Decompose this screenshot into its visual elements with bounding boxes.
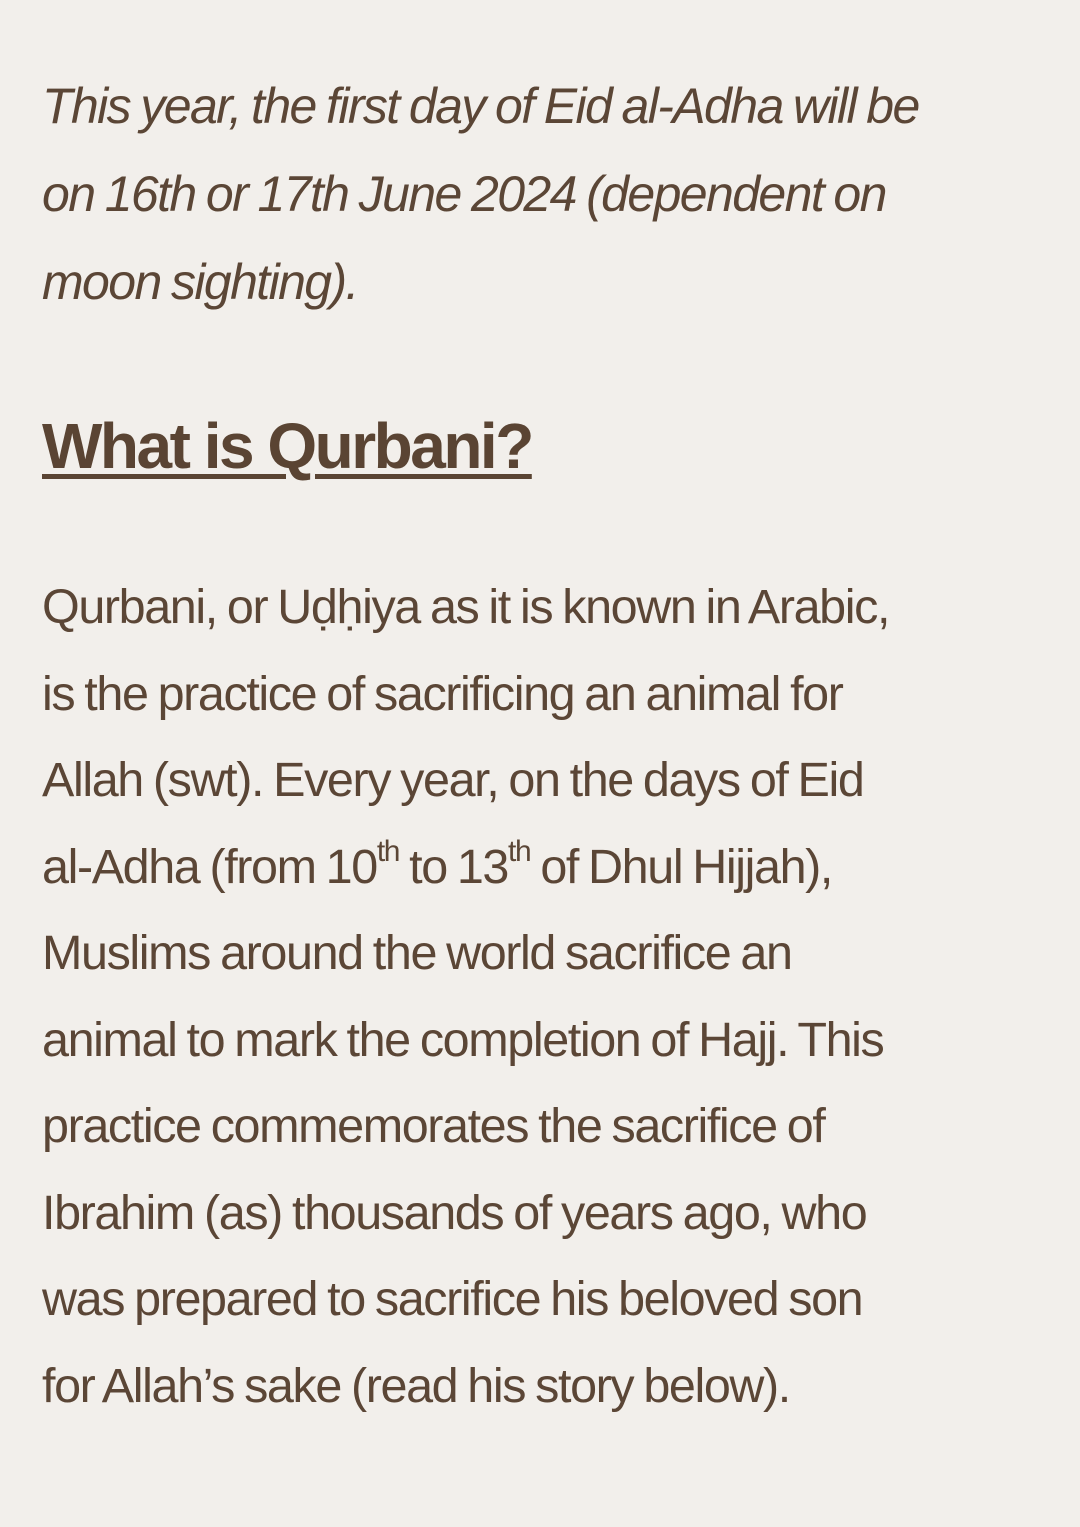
paragraph-line <box>42 824 1040 911</box>
intro-line: This year, the first day of Eid al-Adha will be <box>42 78 919 134</box>
line-segment: to 13 <box>399 839 509 894</box>
paragraph-line: Muslims around the world sacrifice an <box>42 926 792 980</box>
paragraph-line: is the practice of sacrificing an animal for <box>42 666 843 721</box>
qurbani-paragraph <box>42 564 1040 1429</box>
paragraph-line: Allah (swt). Every year, on the days of Eid <box>42 753 864 807</box>
section-heading: What is Qurbani? <box>42 410 532 482</box>
intro-line: on 16th or 17th June 2024 (dependent on <box>42 166 886 222</box>
line-segment: al-Adha (from 10 <box>42 839 377 894</box>
paragraph-line: Ibrahim (as) thousands of years ago, who <box>42 1185 867 1240</box>
ordinal-suffix: th <box>508 835 531 869</box>
line-segment: of Dhul Hijjah), <box>530 839 832 894</box>
paragraph-line: animal to mark the completion of Hajj. This <box>42 1012 884 1067</box>
paragraph-line: was prepared to sacrifice his beloved son <box>42 1272 863 1326</box>
paragraph-line: for Allah’s sake (read his story below). <box>42 1358 790 1413</box>
paragraph-line: practice commemorates the sacrifice of <box>42 1099 825 1153</box>
paragraph-line: Qurbani, or Uḍḥiya as it is known in Arabic, <box>42 580 890 634</box>
ordinal-suffix: th <box>376 835 400 869</box>
eid-date-intro <box>42 62 1040 326</box>
intro-line: moon sighting). <box>42 254 358 310</box>
section-heading-wrap <box>42 406 1040 486</box>
